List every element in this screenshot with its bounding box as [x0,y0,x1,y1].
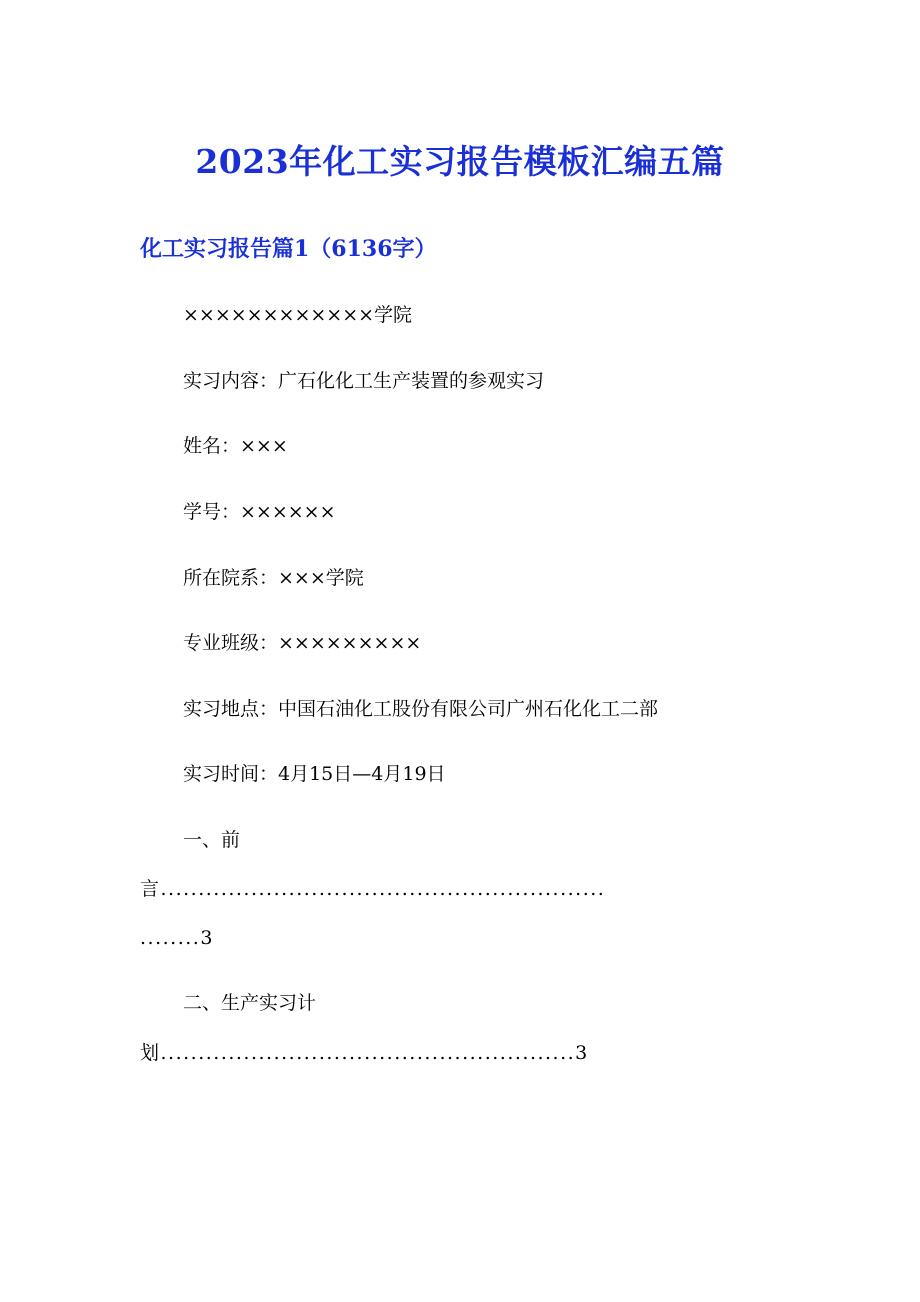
document-title: 2023年化工实习报告模板汇编五篇 [195,142,725,181]
toc-entry-2-start: 二、生产实习计 [183,992,317,1014]
info-line-student-id: 学号：×××××× [183,501,336,523]
toc-entry-1-start: 一、前 [183,829,241,851]
info-line-time: 实习时间：4月15日—4月19日 [183,763,446,785]
toc-entry-2-leader: 划.......................................................3 [140,1042,589,1064]
section-heading: 化工实习报告篇1（6136字） [140,236,437,262]
info-line-class: 专业班级：××××××××× [183,632,422,654]
info-line-name: 姓名：××× [183,435,288,457]
info-line-content: 实习内容：广石化化工生产装置的参观实习 [183,370,545,392]
toc-entry-1-leader: 言........................................................... [140,878,606,900]
info-line-department: 所在院系：×××学院 [183,567,364,589]
info-line-college: ××××××××××××学院 [183,304,413,326]
toc-entry-1-page: ........3 [140,927,214,949]
info-line-location: 实习地点：中国石油化工股份有限公司广州石化化工二部 [183,698,659,720]
